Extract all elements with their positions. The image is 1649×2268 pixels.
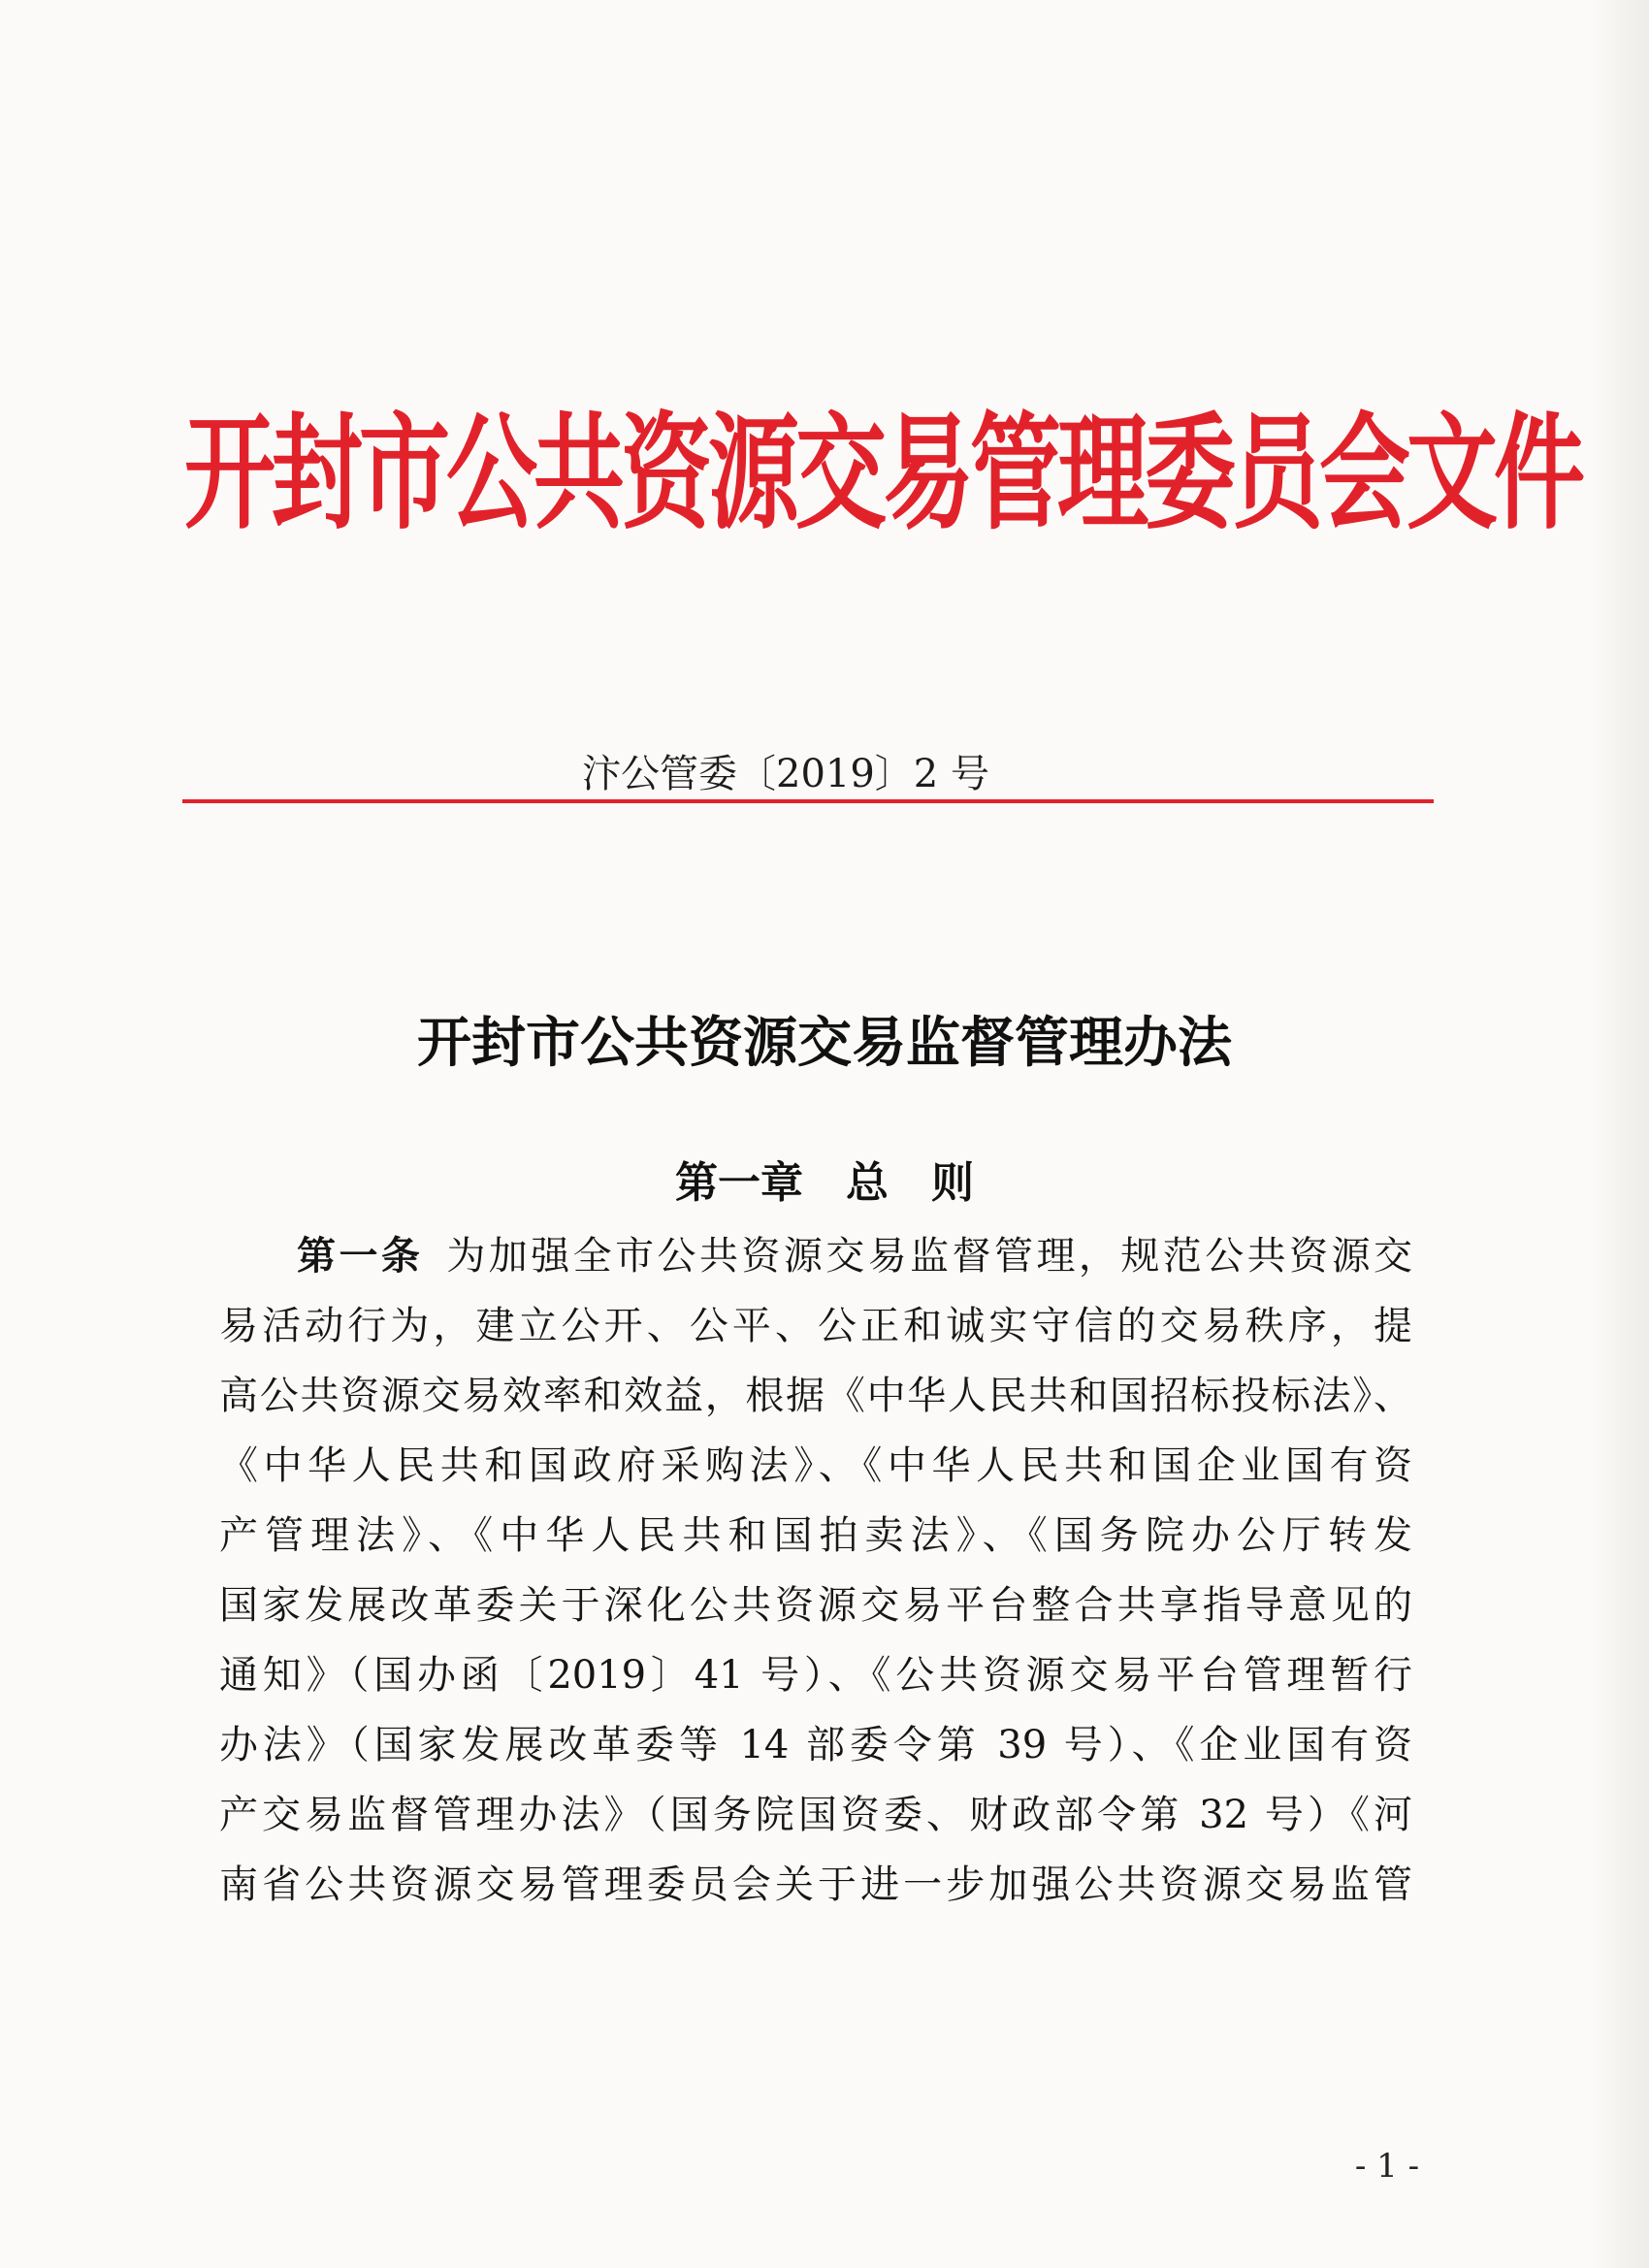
document-title: 开封市公共资源交易监督管理办法 bbox=[417, 1011, 1232, 1075]
body-line: 高公共资源交易效率和效益，根据《中华人民共和国招标投标法》、 bbox=[219, 1374, 1412, 1418]
body-line: 易活动行为，建立公开、公平、公正和诚实守信的交易秩序，提 bbox=[219, 1304, 1412, 1348]
chapter-heading: 第一章 总 则 bbox=[675, 1158, 974, 1208]
page-number: - 1 - bbox=[1354, 2147, 1420, 2186]
body-line: 产交易监督管理办法》（国务院国资委、财政部令第 32 号）《河 bbox=[219, 1793, 1412, 1837]
red-divider-line bbox=[182, 799, 1434, 803]
article-1-line-1 bbox=[297, 1227, 1412, 1285]
body-line: 南省公共资源交易管理委员会关于进一步加强公共资源交易监管 bbox=[219, 1863, 1412, 1907]
body-line: 《中华人民共和国政府采购法》、《中华人民共和国企业国有资 bbox=[219, 1443, 1412, 1488]
article-label: 第一条 bbox=[297, 1233, 424, 1279]
body-line: 办法》（国家发展改革委等 14 部委令第 39 号）、《企业国有资 bbox=[219, 1723, 1412, 1767]
red-header-title: 开封市公共资源交易管理委员会文件 bbox=[184, 402, 1582, 548]
body-line: 产管理法》、《中华人民共和国拍卖法》、《国务院办公厅转发 bbox=[219, 1513, 1412, 1558]
body-line: 为加强全市公共资源交易监督管理，规范公共资源交 bbox=[446, 1234, 1413, 1279]
document-number: 汴公管委〔2019〕2 号 bbox=[582, 752, 989, 796]
body-line: 国家发展改革委关于深化公共资源交易平台整合共享指导意见的 bbox=[219, 1583, 1412, 1628]
body-line: 通知》（国办函〔2019〕41 号）、《公共资源交易平台管理暂行 bbox=[219, 1653, 1412, 1698]
